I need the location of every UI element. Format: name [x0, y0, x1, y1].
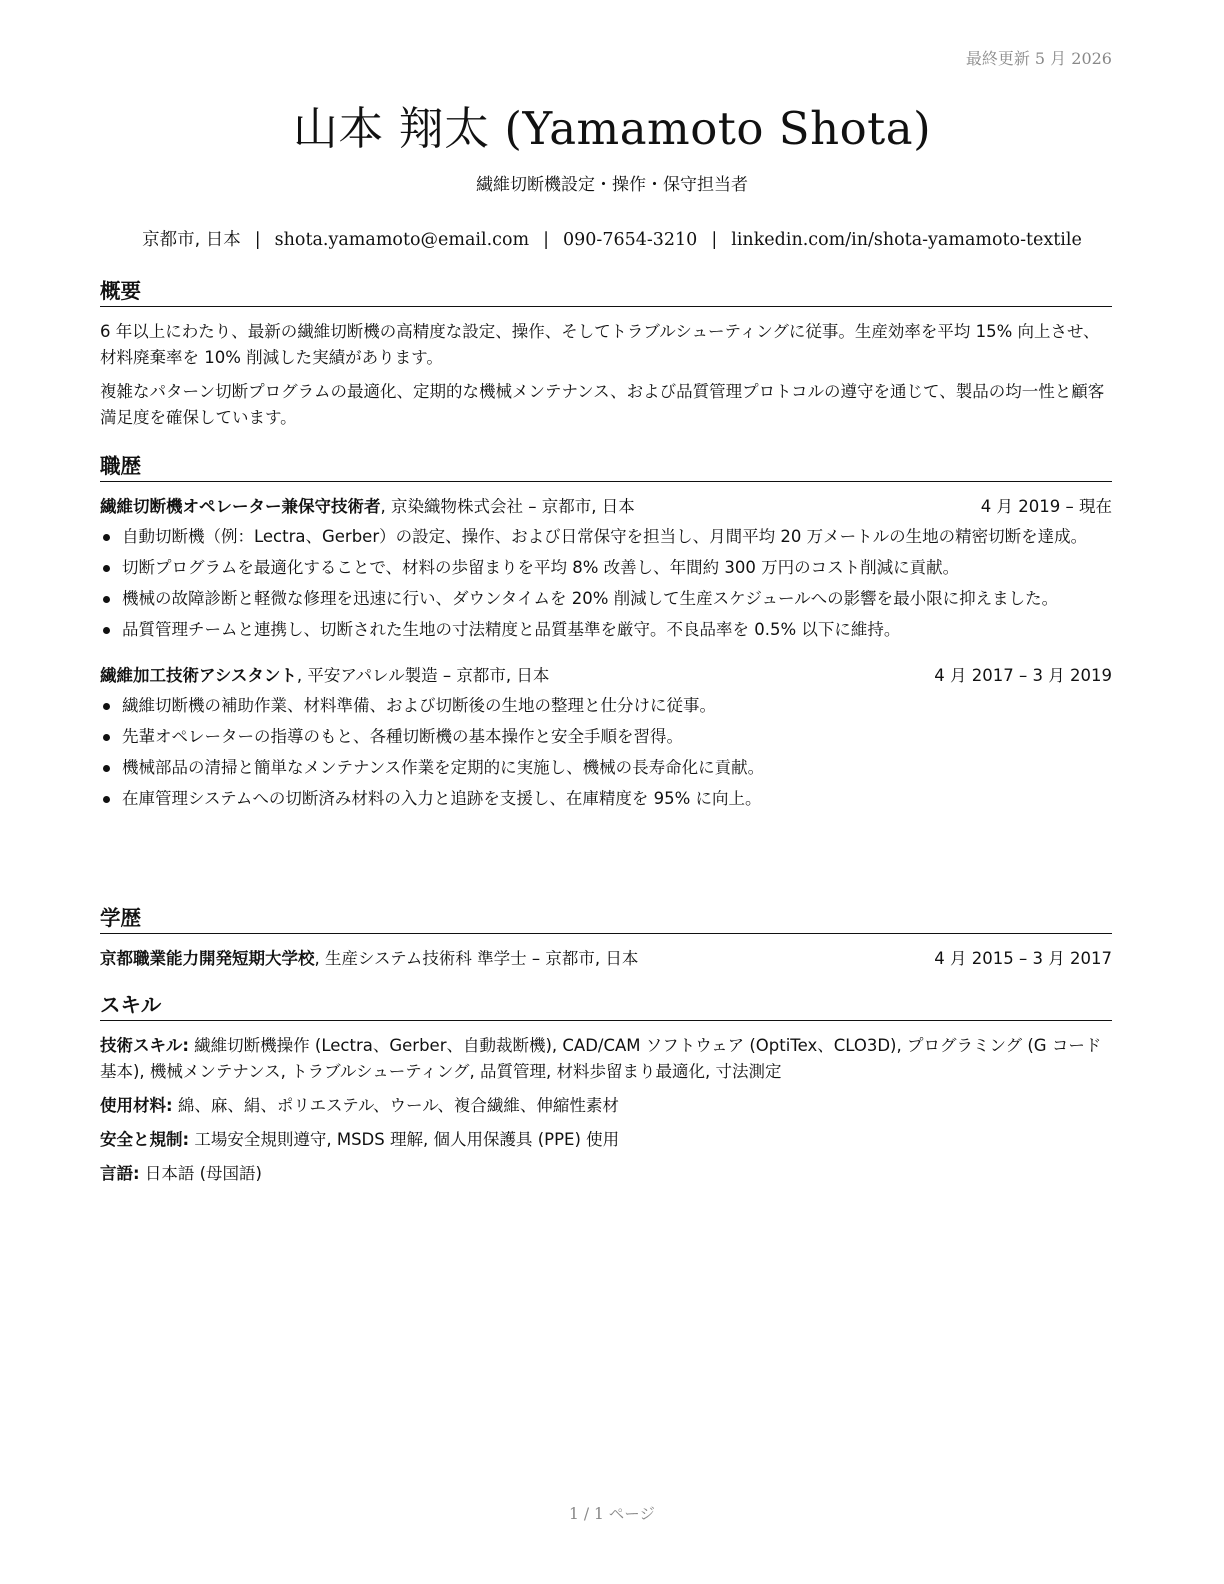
job-subtitle: 繊維切断機設定・操作・保守担当者 [476, 175, 748, 195]
skill-label: 言語: [100, 1164, 140, 1183]
skill-line [100, 1093, 1112, 1119]
contact-phone[interactable]: 090-7654-3210 [563, 230, 698, 250]
summary-heading: 概要 [100, 278, 1112, 307]
education-heading: 学歴 [100, 905, 1112, 934]
job-bullet: 自動切断機（例：Lectra、Gerber）の設定、操作、および日常保守を担当し、月間平均 20 万メートルの生地の精密切断を達成。 [100, 524, 1112, 550]
candidate-name: 山本 翔太 (Yamamoto Shota) [292, 102, 932, 155]
skills-heading: スキル [100, 992, 1112, 1021]
last-updated: 最終更新 5 月 2026 [965, 49, 1112, 68]
skill-line [100, 1161, 1112, 1187]
contact-email[interactable]: shota.yamamoto@email.com [274, 230, 530, 250]
summary-section [100, 278, 1112, 431]
skill-value: 繊維切断機操作 (Lectra、Gerber、自動裁断機), CAD/CAM ソフトウェア (OptiTex、CLO3D), プログラミング (G コード基本), 機械メンテナンス, トラブルシューティング, 品質管理, 材料歩留まり最適化, 寸法測定 [100, 1036, 1102, 1081]
job-bullet: 品質管理チームと連携し、切断された生地の寸法精度と品質基準を厳守。不良品率を 0.5% 以下に維持。 [100, 617, 1112, 643]
job-header [100, 494, 1112, 520]
contact-line [0, 226, 1224, 251]
skill-line [100, 1033, 1112, 1085]
job-bullets [100, 693, 1112, 812]
job-bullet: 在庫管理システムへの切断済み材料の入力と追跡を支援し、在庫精度を 95% に向上。 [100, 786, 1112, 812]
skill-line [100, 1127, 1112, 1153]
degree-detail: , 生産システム技術科 準学士 – 京都市, 日本 [314, 949, 639, 968]
contact-separator: | [711, 230, 718, 250]
contact-location: 京都市, 日本 [142, 230, 241, 250]
page-number: 1 / 1 ページ [569, 1505, 655, 1523]
job-entry [100, 494, 1112, 643]
skill-label: 使用材料: [100, 1096, 173, 1115]
summary-paragraph: 複雑なパターン切断プログラムの最適化、定期的な機械メンテナンス、および品質管理プロトコルの遵守を通じて、製品の均一性と顧客満足度を確保しています。 [100, 382, 1105, 427]
job-title-line [100, 494, 635, 520]
experience-section [100, 453, 1112, 817]
education-entry [100, 946, 1112, 972]
contact-linkedin[interactable]: linkedin.com/in/shota-yamamoto-textile [731, 230, 1082, 250]
skill-label: 安全と規制: [100, 1130, 190, 1149]
skill-value: 工場安全規則遵守, MSDS 理解, 個人用保護具 (PPE) 使用 [189, 1130, 620, 1149]
contact-separator: | [543, 230, 550, 250]
job-bullet: 繊維切断機の補助作業、材料準備、および切断後の生地の整理と仕分けに従事。 [100, 693, 1112, 719]
skill-value: 日本語 (母国語) [139, 1164, 262, 1183]
education-date: 4 月 2015 – 3 月 2017 [934, 949, 1112, 968]
job-bullet: 機械部品の清掃と簡単なメンテナンス作業を定期的に実施し、機械の長寿命化に貢献。 [100, 755, 1112, 781]
job-org: , 京染織物株式会社 – 京都市, 日本 [380, 497, 635, 516]
skill-label: 技術スキル: [100, 1036, 189, 1055]
skill-value: 綿、麻、絹、ポリエステル、ウール、複合繊維、伸縮性素材 [172, 1096, 619, 1115]
job-date: 4 月 2017 – 3 月 2019 [934, 666, 1112, 685]
job-title: 繊維加工技術アシスタント [100, 666, 297, 685]
experience-heading: 職歴 [100, 453, 1112, 482]
job-entry [100, 663, 1112, 812]
job-bullet: 先輩オペレーターの指導のもと、各種切断機の基本操作と安全手順を習得。 [100, 724, 1112, 750]
job-bullet: 切断プログラムを最適化することで、材料の歩留まりを平均 8% 改善し、年間約 300 万円のコスト削減に貢献。 [100, 555, 1112, 581]
summary-paragraph: 6 年以上にわたり、最新の繊維切断機の高精度な設定、操作、そしてトラブルシューティングに従事。生産効率を平均 15% 向上させ、材料廃棄率を 10% 削減した実績があります。 [100, 322, 1100, 367]
job-date: 4 月 2019 – 現在 [980, 497, 1112, 516]
job-org: , 平安アパレル製造 – 京都市, 日本 [296, 666, 550, 685]
contact-separator: | [254, 230, 261, 250]
job-header [100, 663, 1112, 689]
skills-section [100, 992, 1112, 1195]
education-section [100, 905, 1112, 972]
job-bullet: 機械の故障診断と軽微な修理を迅速に行い、ダウンタイムを 20% 削減して生産スケジュールへの影響を最小限に抑えました。 [100, 586, 1112, 612]
job-title: 繊維切断機オペレーター兼保守技術者 [100, 497, 381, 516]
job-bullets [100, 524, 1112, 643]
school-name: 京都職業能力開発短期大学校 [100, 949, 315, 968]
education-line [100, 946, 638, 972]
job-title-line [100, 663, 549, 689]
